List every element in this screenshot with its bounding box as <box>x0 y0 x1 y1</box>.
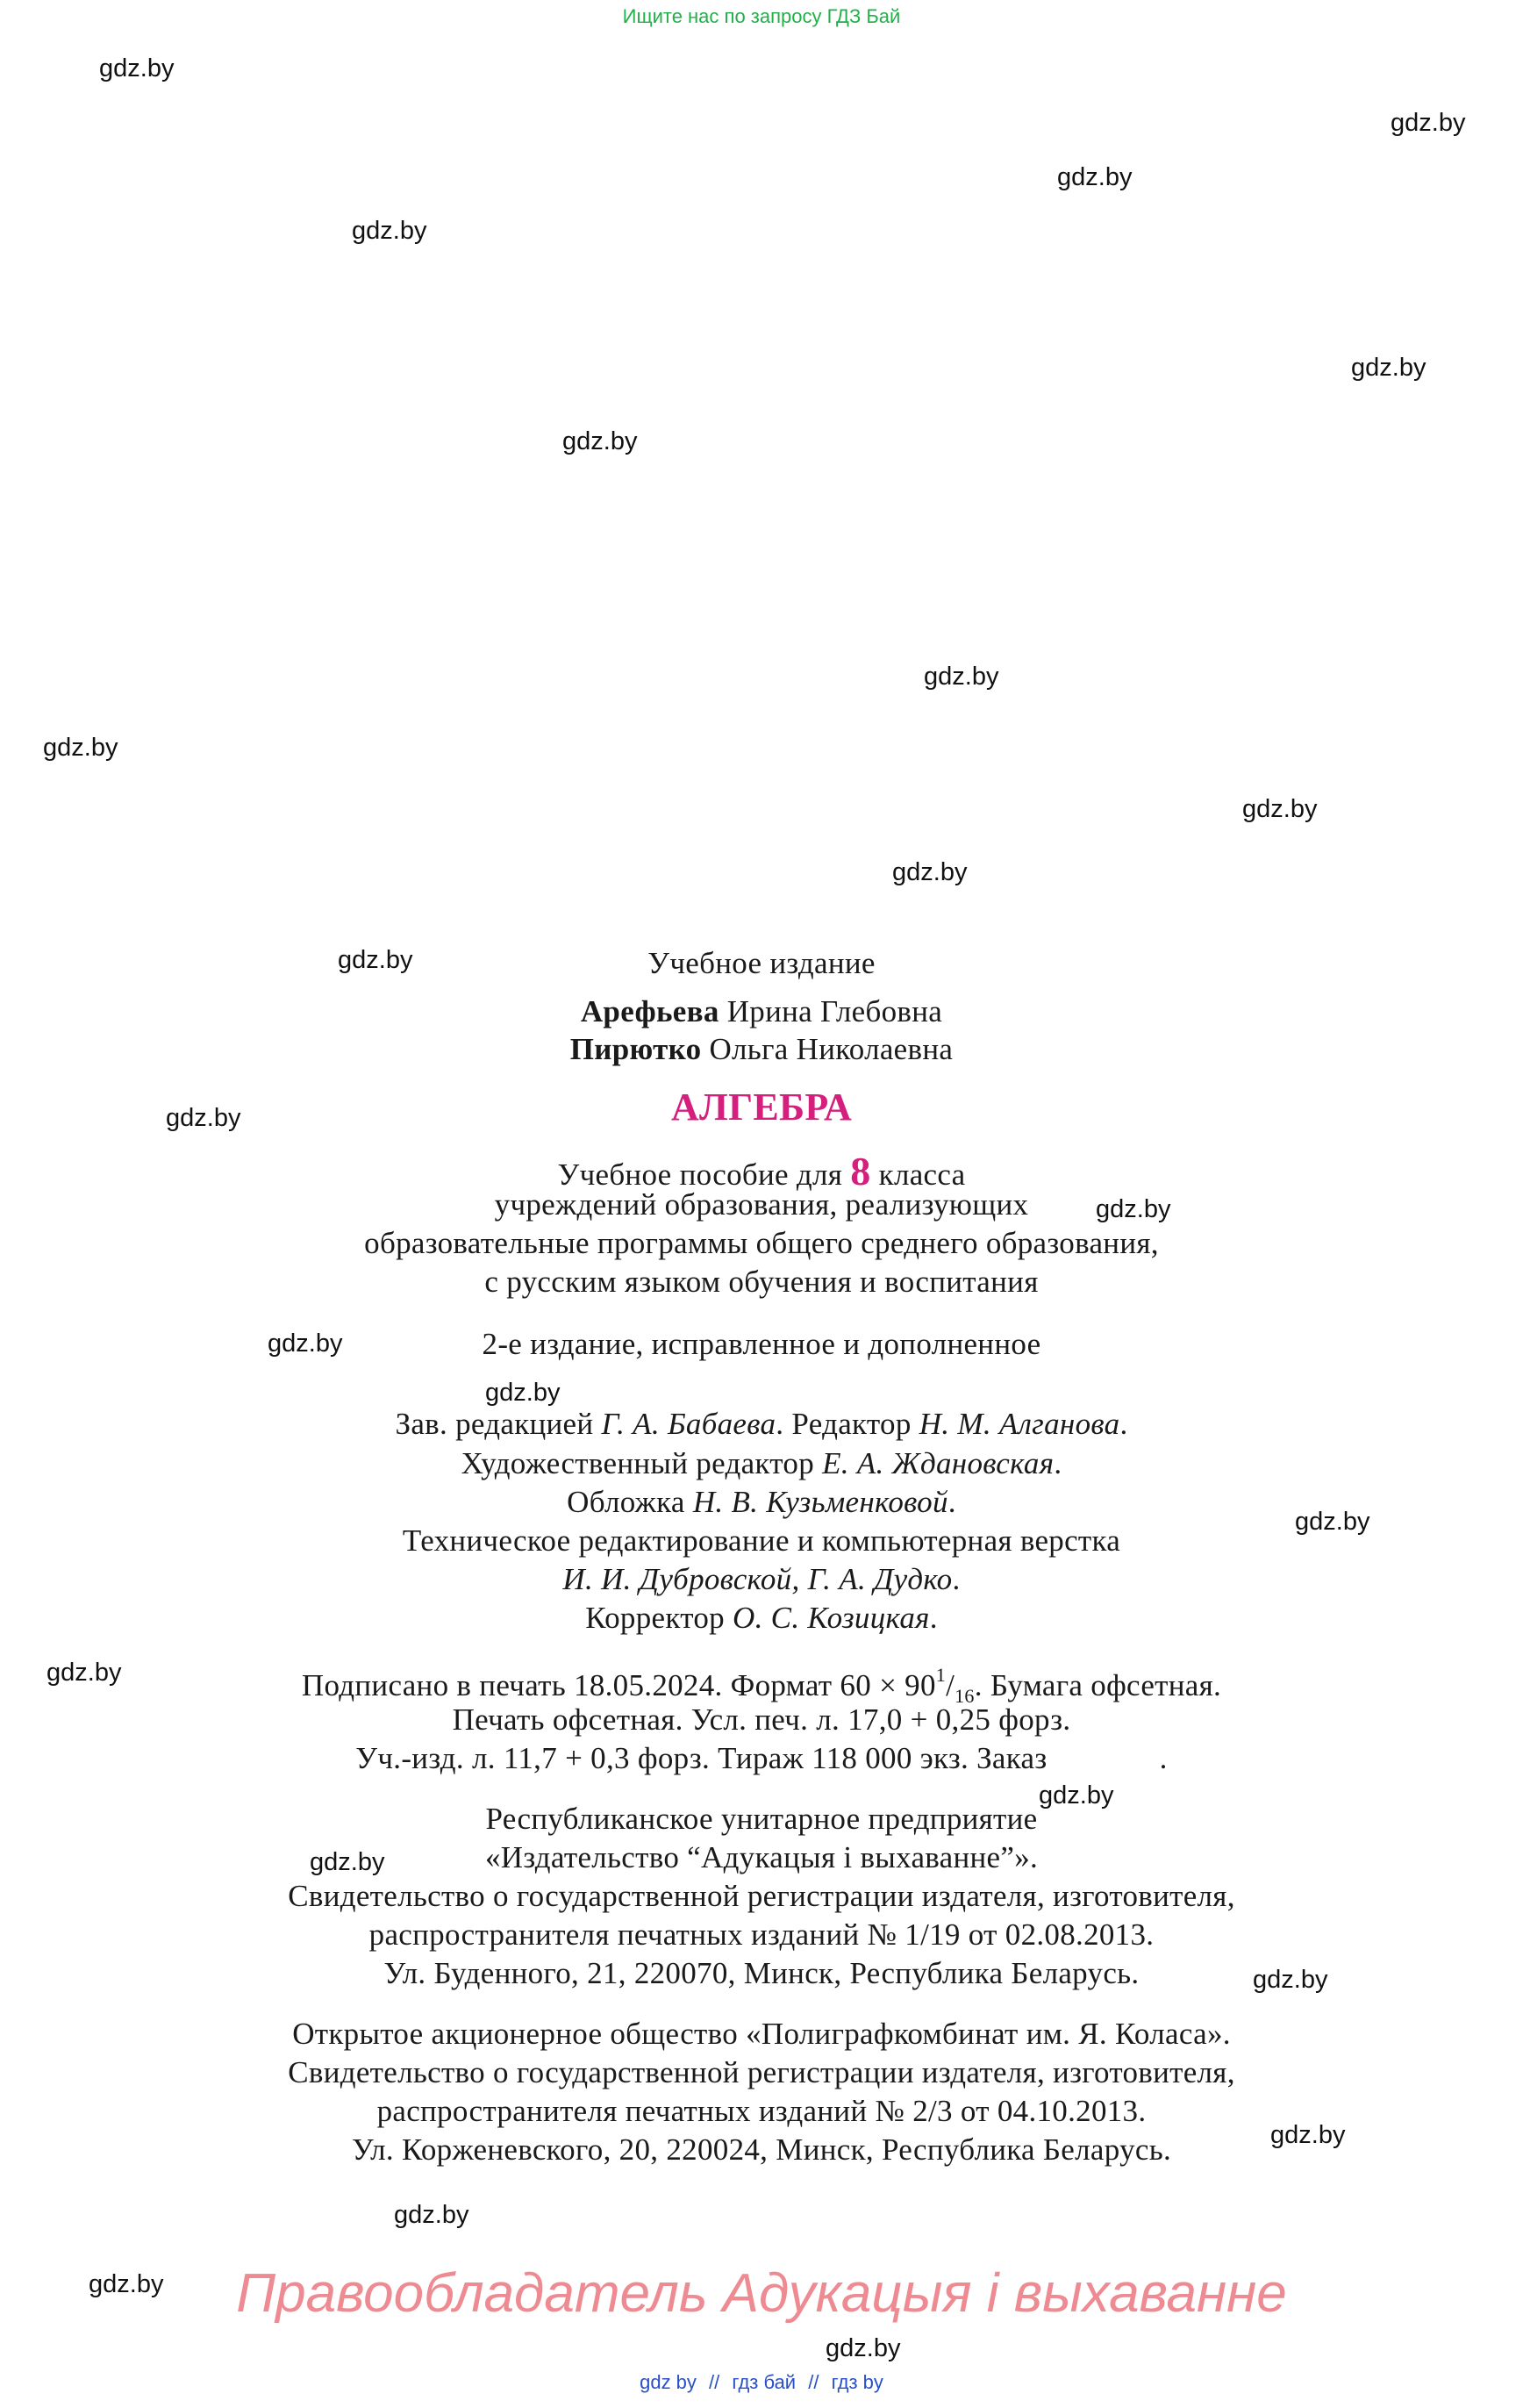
publisher-line-3: Свидетельство о государственной регистрации издателя, изготовителя, <box>288 1879 1235 1913</box>
watermark: gdz.by <box>1057 163 1133 191</box>
purpose-line-2: учреждений образования, реализующих <box>494 1187 1029 1222</box>
publisher-line-2: «Издательство “Адукацыя і выхаванне”». <box>484 1840 1039 1874</box>
watermark: gdz.by <box>1351 354 1426 382</box>
staff-layout: И. И. Дубровской, Г. А. Дудко. <box>562 1562 961 1596</box>
printer-line-2: Свидетельство о государственной регистрации издателя, изготовителя, <box>288 2055 1235 2089</box>
watermark: gdz.by <box>99 54 175 82</box>
footer-links <box>0 2371 1523 2394</box>
publisher-line-4: распространителя печатных изданий № 1/19 от 02.08.2013. <box>368 1917 1155 1952</box>
watermark: gdz.by <box>1039 1781 1114 1810</box>
grade-number: 8 <box>850 1149 871 1193</box>
edition-type: Учебное издание <box>647 946 876 980</box>
author-1-surname: Арефьева <box>580 994 719 1028</box>
watermark: gdz.by <box>1096 1195 1171 1223</box>
watermark: gdz.by <box>1270 2121 1346 2149</box>
watermark: gdz.by <box>268 1329 343 1358</box>
author-2-surname: Пирютко <box>569 1032 702 1066</box>
footer-separator: // <box>709 2371 720 2393</box>
printer-line-4: Ул. Корженевского, 20, 220024, Минск, Республика Беларусь. <box>351 2132 1172 2167</box>
edition-note: 2-е издание, исправленное и дополненное <box>482 1327 1041 1361</box>
printer-line-1: Открытое акционерное общество «Полиграфкомбинат им. Я. Коласа». <box>292 2017 1231 2051</box>
watermark: gdz.by <box>1295 1508 1370 1536</box>
rights-holder: Правообладатель Адукацыя і выхаванне <box>236 2263 1287 2324</box>
top-banner[interactable]: Ищите нас по запросу ГДЗ Бай <box>622 5 901 27</box>
publisher-line-1: Республиканское унитарное предприятие <box>485 1802 1038 1836</box>
print-run: Уч.-изд. л. 11,7 + 0,3 форз. Тираж 118 000 экз. Заказ . <box>355 1741 1168 1775</box>
watermark: gdz.by <box>892 858 968 886</box>
staff-proofreader: Корректор О. С. Козицкая. <box>585 1601 938 1635</box>
watermark: gdz.by <box>562 427 638 455</box>
staff-editors: Зав. редакцией Г. А. Бабаева. Редактор Н. М. Алганова. <box>395 1407 1128 1441</box>
author-2 <box>0 1032 1523 1067</box>
printer-line-3: распространителя печатных изданий № 2/3 от 04.10.2013. <box>376 2094 1147 2128</box>
watermark: gdz.by <box>46 1659 122 1687</box>
watermark: gdz.by <box>394 2201 469 2229</box>
watermark: gdz.by <box>338 946 413 974</box>
format-denominator: 16 <box>955 1685 975 1707</box>
watermark: gdz.by <box>1253 1966 1328 1994</box>
watermark: gdz.by <box>1391 109 1466 137</box>
footer-link-gdz-by[interactable]: gdz by <box>640 2371 697 2393</box>
book-title: АЛГЕБРА <box>670 1086 853 1129</box>
watermark: gdz.by <box>89 2270 164 2298</box>
staff-art-editor: Художественный редактор Е. А. Ждановская. <box>461 1446 1062 1480</box>
purpose-line-3: образовательные программы общего среднего образования, <box>364 1226 1159 1260</box>
print-signed: Подписано в печать 18.05.2024. Формат $60 \times 90^1/_{16}$. Бумага офсетная. <box>301 1664 1222 1707</box>
footer-link-gdz-bai[interactable]: гдз бай <box>732 2371 797 2393</box>
footer-separator: // <box>808 2371 819 2393</box>
watermark: gdz.by <box>485 1379 561 1407</box>
footer-link-gdz-by-alt[interactable]: гдз by <box>831 2371 883 2393</box>
watermark: gdz.by <box>43 734 118 762</box>
author-1 <box>0 994 1523 1029</box>
watermark: gdz.by <box>1242 795 1318 823</box>
purpose-line-1: Учебное пособие для 8 класса <box>557 1149 966 1193</box>
print-details: Печать офсетная. Усл. печ. л. 17,0 + 0,25 форз. <box>452 1702 1071 1737</box>
watermark: gdz.by <box>166 1104 241 1132</box>
purpose-line-4: с русским языком обучения и воспитания <box>484 1265 1039 1299</box>
staff-cover: Обложка Н. В. Кузьменковой. <box>567 1485 956 1519</box>
staff-layout-role: Техническое редактирование и компьютерная верстка <box>402 1523 1121 1558</box>
author-2-name: Ольга Николаевна <box>709 1032 954 1066</box>
watermark: gdz.by <box>924 663 999 691</box>
watermark: gdz.by <box>352 217 427 245</box>
format-numerator: 1 <box>935 1664 947 1686</box>
author-1-name: Ирина Глебовна <box>726 994 943 1028</box>
publisher-line-5: Ул. Буденного, 21, 220070, Минск, Республика Беларусь. <box>383 1956 1140 1990</box>
watermark: gdz.by <box>826 2334 901 2362</box>
watermark: gdz.by <box>310 1848 385 1876</box>
